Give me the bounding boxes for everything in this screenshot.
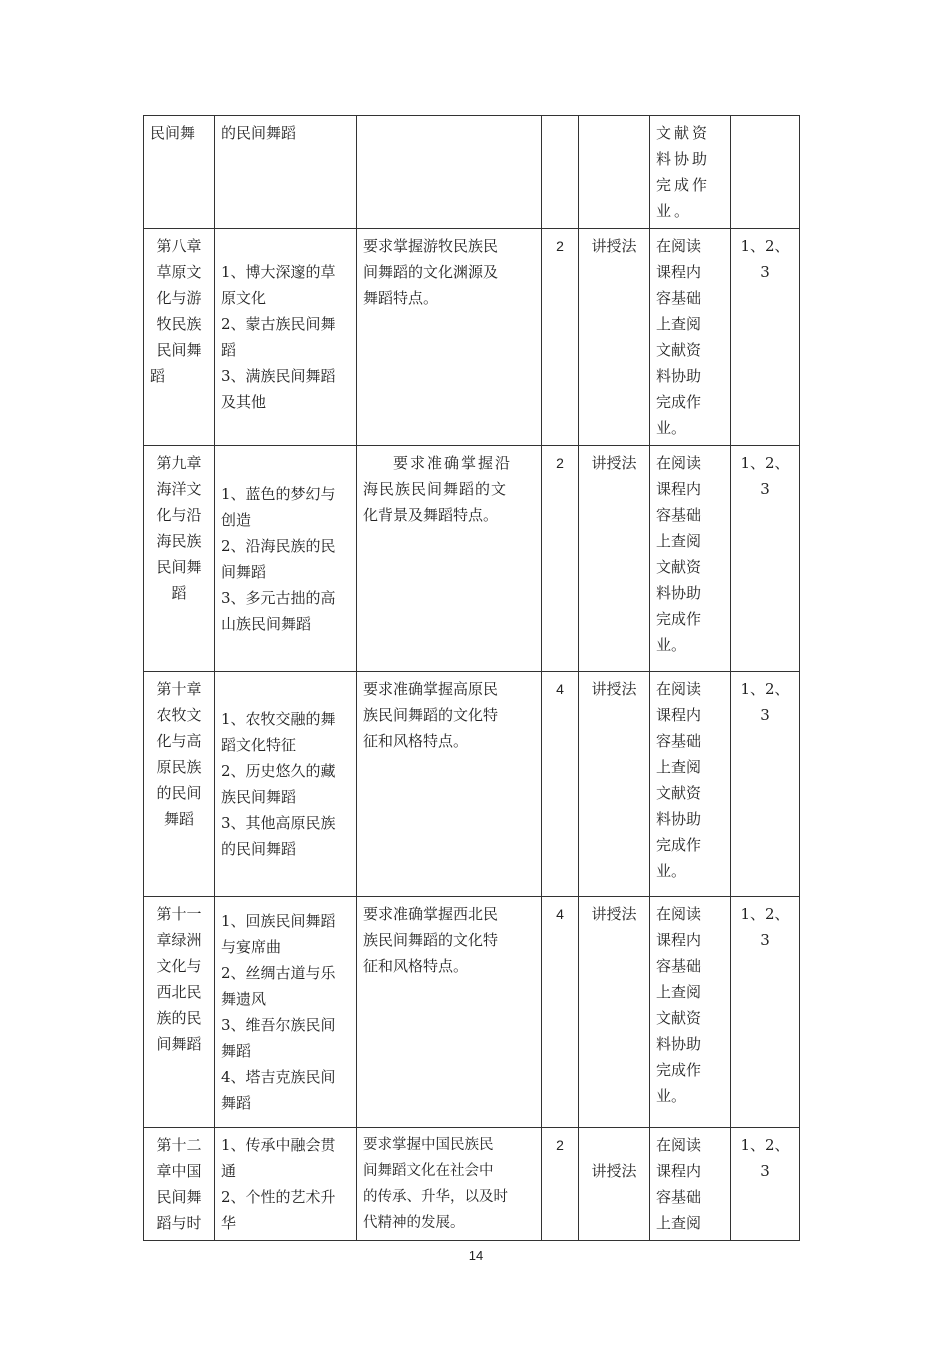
requirement-cell [357,1128,542,1241]
chapter-line: 章绿洲 [156,931,202,949]
content-line: 1、蓝色的梦幻与 [221,484,336,503]
target-value: 1、2、3 [740,1136,790,1180]
target-cell [731,229,800,446]
content-cell [215,1128,357,1241]
requirement-line: 要求掌握游牧民族民 [363,237,499,255]
syllabus-table [143,115,800,1241]
content-line: 3、其他高原民族 [221,814,336,832]
requirement-line: 化背景及舞蹈特点。 [363,506,499,524]
chapter-line: 草原文 [156,263,202,281]
hours-cell [542,229,579,446]
requirement-line: 要求掌握中国民族民 [363,1137,494,1153]
chapter-line: 的民间 [156,784,202,802]
homework-line: 业。 [656,419,687,437]
homework-line: 文献资 [656,558,702,576]
homework-line: 容基础 [656,289,702,307]
content-line: 蹈 [221,341,237,359]
target-value: 1、2、3 [740,454,790,498]
chapter-line: 农牧文 [156,706,202,724]
homework-line: 料协助 [656,584,702,602]
content-line: 1、回族民间舞蹈 [221,912,336,930]
content-cell [215,229,357,446]
homework-line: 容基础 [656,957,702,975]
homework-line: 在阅读 [656,1136,702,1154]
hours-cell [542,116,579,229]
homework-line: 文献资 [656,124,711,142]
chapter-line: 第八章 [156,237,202,255]
chapter-line: 民间舞 [150,124,196,142]
content-line: 1、农牧交融的舞 [221,710,336,728]
homework-cell [650,897,731,1128]
homework-line: 业。 [656,1087,687,1105]
homework-line: 容基础 [656,1188,702,1206]
chapter-line: 间舞蹈 [156,1035,202,1053]
content-line: 3、多元古拙的高 [221,588,336,607]
table-row [144,229,800,446]
chapter-line: 舞蹈 [163,810,194,828]
table-row [144,1128,800,1241]
content-line: 4、塔吉克族民间 [221,1068,336,1086]
chapter-line: 化与游 [156,289,202,307]
content-line: 3、维吾尔族民间 [221,1016,336,1034]
requirement-cell [357,229,542,446]
homework-line: 在阅读 [656,454,702,472]
homework-line: 课程内 [656,706,702,724]
homework-line: 在阅读 [656,680,702,698]
chapter-cell [144,446,215,672]
syllabus-table-body [144,116,800,1241]
homework-line: 上查阅 [656,758,702,776]
content-line: 华 [221,1214,237,1232]
requirement-line: 海民族民间舞蹈的文 [363,480,508,498]
hours-value: 2 [556,238,564,254]
requirement-cell [357,897,542,1128]
homework-line: 完成作 [656,393,702,411]
chapter-line: 族的民 [156,1009,202,1027]
homework-line: 课程内 [656,1162,702,1180]
homework-line: 业。 [656,636,687,654]
chapter-line: 章中国 [156,1162,202,1180]
target-cell [731,672,800,897]
content-line: 与宴席曲 [221,938,282,956]
target-value: 1、2、3 [740,905,790,949]
requirement-line: 要求准确掌握西北民 [363,905,499,923]
chapter-line: 民间舞 [156,558,202,576]
requirement-line: 代精神的发展。 [363,1215,465,1231]
homework-line: 课程内 [656,480,702,498]
homework-line: 料协助 [656,1035,702,1053]
chapter-line: 牧民族 [156,315,202,333]
method-cell [579,897,650,1128]
homework-line: 容基础 [656,506,702,524]
chapter-line: 海洋文 [156,480,202,498]
content-line: 及其他 [221,393,267,411]
requirement-line: 间舞蹈文化在社会中 [363,1163,494,1179]
method-value: 讲授法 [591,680,637,698]
homework-line: 在阅读 [656,237,702,255]
homework-cell [650,672,731,897]
homework-line: 上查阅 [656,1214,702,1232]
table-row [144,446,800,672]
homework-line: 完成作 [656,1061,702,1079]
chapter-line: 民间舞 [156,1188,202,1206]
requirement-cell [357,446,542,672]
requirement-line: 征和风格特点。 [363,957,469,975]
requirement-line: 族民间舞蹈的文化特 [363,706,499,724]
homework-line: 课程内 [656,931,702,949]
table-row [144,672,800,897]
content-line: 间舞蹈 [221,562,267,581]
chapter-line: 化与高 [156,732,202,750]
requirement-line: 族民间舞蹈的文化特 [363,931,499,949]
method-value: 讲授法 [591,1162,637,1180]
target-value: 1、2、3 [740,680,790,724]
requirement-cell [357,116,542,229]
homework-line: 完成作 [656,610,702,628]
content-cell [215,897,357,1128]
content-line: 蹈文化特征 [221,736,297,754]
content-line: 族民间舞蹈 [221,788,297,806]
chapter-cell [144,116,215,229]
hours-value: 2 [556,455,564,471]
homework-line: 容基础 [656,732,702,750]
content-line: 创造 [221,510,252,529]
target-cell [731,116,800,229]
chapter-line: 文化与 [156,957,202,975]
chapter-line: 原民族 [156,758,202,776]
content-line: 2、蒙古族民间舞 [221,315,336,333]
hours-value: 4 [556,681,564,697]
content-line: 舞遗风 [221,990,267,1008]
content-line: 通 [221,1162,237,1180]
homework-line: 在阅读 [656,905,702,923]
homework-line: 文献资 [656,784,702,802]
content-line: 2、沿海民族的民 [221,536,336,555]
content-line: 1、博大深邃的草 [221,263,336,281]
chapter-cell [144,229,215,446]
homework-cell [650,116,731,229]
homework-cell [650,446,731,672]
method-value: 讲授法 [591,905,637,923]
hours-cell [542,672,579,897]
content-cell [215,672,357,897]
content-cell [215,446,357,672]
content-line: 的民间舞蹈 [221,124,297,142]
content-line: 1、传承中融会贯 [221,1136,336,1154]
chapter-cell [144,897,215,1128]
content-line: 舞蹈 [221,1094,252,1112]
homework-line: 文献资 [656,1009,702,1027]
chapter-line: 第十章 [156,680,202,698]
homework-line: 料协助 [656,150,711,168]
method-cell [579,116,650,229]
chapter-line: 西北民 [156,983,202,1001]
requirement-line: 间舞蹈的文化渊源及 [363,263,499,281]
requirement-line: 舞蹈特点。 [363,289,439,307]
chapter-line: 第十一 [156,905,202,923]
homework-line: 业。 [656,202,693,220]
content-cell [215,116,357,229]
chapter-line: 蹈 [150,367,166,385]
chapter-line: 民间舞 [156,341,202,359]
chapter-line: 化与沿 [156,506,202,524]
requirement-line: 要求准确掌握沿 [393,454,513,472]
method-value: 讲授法 [591,237,637,255]
method-cell [579,229,650,446]
requirement-line: 征和风格特点。 [363,732,469,750]
hours-cell [542,1128,579,1241]
homework-line: 上查阅 [656,983,702,1001]
requirement-line: 的传承、升华，以及时 [363,1189,508,1205]
chapter-cell [144,672,215,897]
homework-line: 上查阅 [656,315,702,333]
chapter-line: 海民族 [156,532,202,550]
homework-cell [650,229,731,446]
homework-line: 文献资 [656,341,702,359]
chapter-cell [144,1128,215,1241]
content-line: 舞蹈 [221,1042,252,1060]
hours-cell [542,897,579,1128]
homework-line: 料协助 [656,367,702,385]
content-line: 3、满族民间舞蹈 [221,367,336,385]
chapter-line: 蹈与时 [156,1214,202,1232]
homework-line: 上查阅 [656,532,702,550]
content-line: 2、丝绸古道与乐 [221,964,336,982]
content-line: 山族民间舞蹈 [221,614,312,633]
table-row [144,897,800,1128]
table-row [144,116,800,229]
content-line: 2、历史悠久的藏 [221,762,336,780]
target-cell [731,1128,800,1241]
method-cell [579,672,650,897]
page-number: 14 [468,1248,484,1263]
chapter-line: 第十二 [156,1136,202,1154]
homework-line: 完成作 [656,176,711,194]
homework-line: 完成作 [656,836,702,854]
content-line: 原文化 [221,289,267,307]
content-line: 的民间舞蹈 [221,840,297,858]
method-cell [579,446,650,672]
target-cell [731,897,800,1128]
requirement-cell [357,672,542,897]
homework-line: 料协助 [656,810,702,828]
content-line: 2、个性的艺术升 [221,1188,336,1206]
method-cell [579,1128,650,1241]
homework-line: 业。 [656,862,687,880]
requirement-line: 要求准确掌握高原民 [363,680,499,698]
hours-value: 4 [556,906,564,922]
hours-cell [542,446,579,672]
hours-value: 2 [556,1137,564,1153]
chapter-line: 蹈 [171,584,187,602]
chapter-line: 第九章 [156,454,202,472]
homework-line: 课程内 [656,263,702,281]
target-value: 1、2、3 [740,237,790,281]
method-value: 讲授法 [591,454,637,472]
target-cell [731,446,800,672]
homework-cell [650,1128,731,1241]
